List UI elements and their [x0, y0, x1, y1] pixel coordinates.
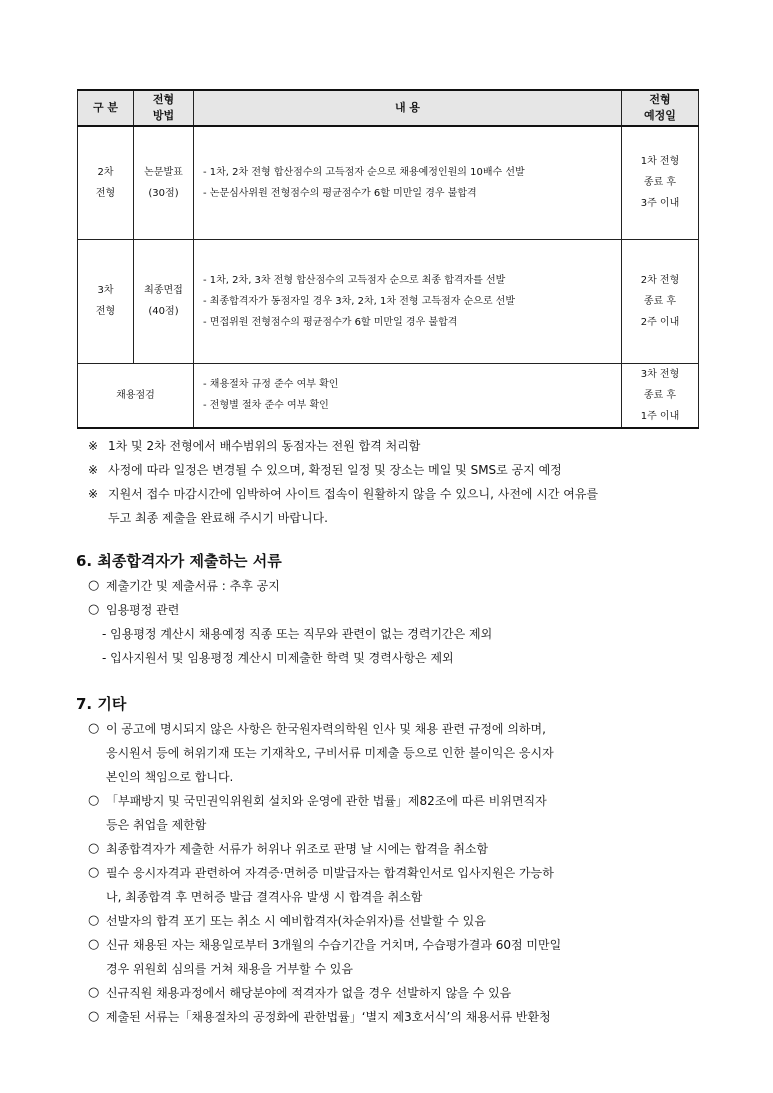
- table-row: [78, 363, 699, 428]
- table-row: [78, 239, 699, 363]
- list-item-text: 임용평정 관련: [106, 603, 180, 617]
- header-category: 구 분: [78, 90, 134, 126]
- row2-date-line1: 1차 전형: [640, 156, 680, 168]
- note-text: 1차 및 2차 전형에서 배수범위의 동점자는 전원 합격 처리함: [108, 439, 421, 453]
- row2-category-line1: 2차: [97, 166, 114, 178]
- item-line: 본인의 책임으로 합니다.: [106, 770, 234, 784]
- section-7-title: 7. 기타: [76, 695, 127, 713]
- row2-category: [78, 126, 134, 239]
- row3-method-line2: (40점): [148, 306, 179, 317]
- list-item-text: [106, 861, 718, 909]
- note-text: 지원서 접수 마감시간에 임박하여 사이트 접속이 원활하지 않을 수 있으니, 사전에 시간 여유를: [108, 487, 599, 501]
- item-line: 경우 위원회 심의를 거쳐 채용을 거부할 수 있음: [106, 962, 353, 976]
- row3-date: [622, 239, 699, 363]
- row3-content-line1: - 1차, 2차, 3차 전형 합산점수의 고득점자 순으로 최종 합격자를 선발: [203, 274, 506, 286]
- sub-item: - 입사지원서 및 임용평정 계산시 미제출한 학력 및 경력사항은 제외: [102, 651, 454, 665]
- row3-category: [78, 239, 134, 363]
- header-date-line1: 전형: [649, 93, 671, 106]
- list-item-text: 신규직원 채용과정에서 해당분야에 적격자가 없을 경우 선발하지 않을 수 있음: [106, 986, 512, 1000]
- selection-process-table: [77, 89, 699, 429]
- row2-content-line2: - 논문심사위원 전형점수의 평균점수가 6할 미만일 경우 불합격: [203, 187, 477, 199]
- row-check-category: 채용점검: [78, 363, 194, 428]
- row3-category-line2: 전형: [95, 306, 116, 317]
- row3-date-line3: 2주 이내: [640, 316, 680, 328]
- list-item: [88, 598, 718, 622]
- row3-method: [134, 239, 194, 363]
- note-text: 두고 최종 제출을 완료해 주시기 바랍니다.: [108, 511, 328, 525]
- row2-category-line2: 전형: [95, 187, 116, 199]
- item-line: 필수 응시자격과 관련하여 자격증·면허증 미발급자는 합격확인서로 입사지원은 가능하: [106, 866, 554, 880]
- row-check-content-line1: - 채용절차 규정 준수 여부 확인: [203, 379, 339, 390]
- list-item-text: 제출기간 및 제출서류 : 추후 공지: [106, 579, 280, 593]
- list-item: [88, 574, 718, 598]
- row-check-date-line3: 1주 이내: [640, 410, 680, 422]
- row3-date-line2: 종료 후: [643, 295, 677, 307]
- list-item: [88, 1005, 718, 1029]
- header-date-line2: 예정일: [644, 109, 676, 122]
- row-check-date-line2: 종료 후: [643, 389, 677, 401]
- row2-method-line2: (30점): [148, 187, 179, 199]
- table-header-row: [78, 90, 699, 126]
- row-check-date: [622, 363, 699, 428]
- circle-bullet: ○: [88, 937, 100, 952]
- row2-date: [622, 126, 699, 239]
- circle-bullet: ○: [88, 1009, 100, 1024]
- list-item: [88, 933, 718, 981]
- list-item-text: [106, 789, 718, 837]
- table-row: [78, 126, 699, 239]
- note-item: [88, 482, 718, 506]
- circle-bullet: ○: [88, 841, 100, 856]
- note-mark: ※: [88, 439, 99, 453]
- item-line: 신규 채용된 자는 채용일로부터 3개월의 수습기간을 거치며, 수습평가결과 60점 미만일: [106, 938, 562, 952]
- circle-bullet: ○: [88, 913, 100, 928]
- section-6-list: [88, 574, 718, 670]
- list-item-text: 제출된 서류는「채용절차의 공정화에 관한법률」‘별지 제3호서식’의 채용서류 반환청: [106, 1010, 551, 1024]
- note-item: [88, 434, 718, 458]
- notes-list: [88, 434, 718, 530]
- list-item: [88, 717, 718, 789]
- header-method-line2: 방법: [152, 109, 175, 122]
- list-item: [88, 837, 718, 861]
- note-text: 사정에 따라 일정은 변경될 수 있으며, 확정된 일정 및 장소는 메일 및 SMS로 공지 예정: [108, 463, 562, 477]
- row-check-date-line1: 3차 전형: [640, 368, 680, 380]
- row3-content-line2: - 최종합격자가 동점자일 경우 3차, 2차, 1차 전형 고득점자 순으로 선발: [203, 295, 515, 307]
- circle-bullet: ○: [88, 602, 100, 617]
- header-content: 내 용: [194, 90, 622, 126]
- circle-bullet: ○: [88, 793, 100, 808]
- list-item: [88, 861, 718, 909]
- note-item: [88, 458, 718, 482]
- list-item: [88, 909, 718, 933]
- row2-content: [194, 126, 622, 239]
- header-date: [622, 90, 699, 126]
- item-line: 응시원서 등에 허위기재 또는 기재착오, 구비서류 미제출 등으로 인한 불이익은 응시자: [106, 746, 554, 760]
- list-item-text: 선발자의 합격 포기 또는 취소 시 예비합격자(차순위자)를 선발할 수 있음: [106, 914, 486, 928]
- row2-date-line2: 종료 후: [643, 177, 677, 189]
- item-line: 이 공고에 명시되지 않은 사항은 한국원자력의학원 인사 및 채용 관련 규정에 의하며,: [106, 722, 546, 736]
- circle-bullet: ○: [88, 865, 100, 880]
- list-item: [88, 789, 718, 837]
- row2-method: [134, 126, 194, 239]
- circle-bullet: ○: [88, 721, 100, 736]
- row3-date-line1: 2차 전형: [640, 274, 680, 286]
- note-mark: ※: [88, 487, 99, 501]
- row2-method-line1: 논문발표: [144, 166, 183, 178]
- header-method-line1: 전형: [152, 93, 175, 106]
- note-mark: ※: [88, 463, 99, 477]
- list-item-text: [106, 933, 718, 981]
- row3-content: [194, 239, 622, 363]
- row3-content-line3: - 면접위원 전형점수의 평균점수가 6할 미만일 경우 불합격: [203, 316, 458, 328]
- row-check-content: [194, 363, 622, 428]
- row2-content-line1: - 1차, 2차 전형 합산점수의 고득점자 순으로 채용예정인원의 10배수 선발: [203, 166, 525, 178]
- section-6-title: 6. 최종합격자가 제출하는 서류: [76, 552, 282, 570]
- row3-category-line1: 3차: [97, 285, 114, 296]
- item-line: 「부패방지 및 국민권익위원회 설치와 운영에 관한 법률」제82조에 따른 비위면직자: [106, 794, 547, 808]
- circle-bullet: ○: [88, 985, 100, 1000]
- note-item-continued: [88, 506, 718, 530]
- circle-bullet: ○: [88, 578, 100, 593]
- sub-item: - 임용평정 계산시 채용예정 직종 또는 직무와 관련이 없는 경력기간은 제외: [102, 627, 493, 641]
- row-check-content-line2: - 전형별 절차 준수 여부 확인: [203, 400, 329, 411]
- item-line: 나, 최종합격 후 면허증 발급 결격사유 발생 시 합격을 취소함: [106, 890, 423, 904]
- section-7-list: [88, 717, 718, 1029]
- list-item-text: [106, 717, 718, 789]
- row3-method-line1: 최종면접: [144, 285, 183, 296]
- row2-date-line3: 3주 이내: [640, 198, 680, 210]
- list-item-text: 최종합격자가 제출한 서류가 허위나 위조로 판명 날 시에는 합격을 취소함: [106, 842, 489, 856]
- list-item: [88, 981, 718, 1005]
- item-line: 등은 취업을 제한함: [106, 818, 207, 832]
- header-method: [134, 90, 194, 126]
